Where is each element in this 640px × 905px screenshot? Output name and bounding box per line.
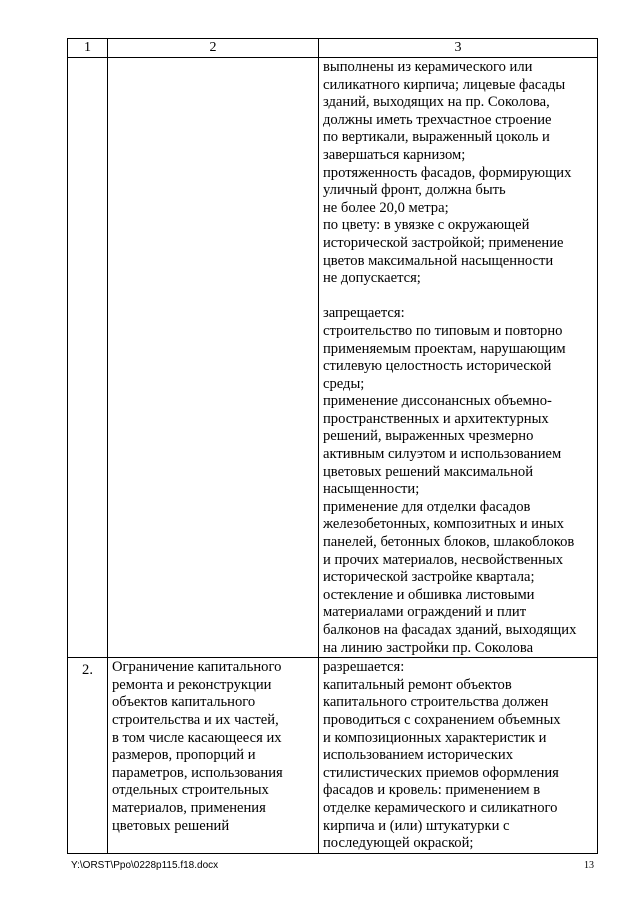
row2-content-cell	[319, 658, 598, 854]
footer-file-path: Y:\ORST\Ppo\0228p115.f18.docx	[71, 860, 219, 871]
row2-number-cell	[68, 658, 108, 854]
table-row	[68, 58, 598, 658]
header-col-2: 2	[108, 39, 319, 58]
regulations-table	[67, 38, 598, 854]
header-col-1: 1	[68, 39, 108, 58]
page-number: 13	[584, 860, 594, 871]
table-row	[68, 658, 598, 854]
row2-title-text: Ограничение капитального ремонта и реконструкции объектов капитального строительства и их частей, в том числе касающееся их размеров, пропорций и параметров, использования отдельных строительных материалов, применения цветовых решений	[112, 659, 283, 834]
row1-content-cell	[319, 58, 598, 658]
row1-content-text: выполнены из керамического или силикатного кирпича; лицевые фасады зданий, выходящих на пр. Соколова, должны иметь трехчастное строение по вертикали, выраженный цоколь и завершаться карнизом; протяженность фасадов, формирующих уличный фронт, должна быть не более 20,0 метра; по цвету: в увязке с окружающей исторической застройкой; применение цветов максимальной насыщенности не допускается; запрещается: строительство по типовым и повторно применяемым проектам, нарушающим стилевую целостность исторической среды; применение диссонансных объемно- пространственных и архитектурных решений, выраженных чрезмерно активным силуэтом и использованием цветовых решений максимальной насыщенности; применение для отделки фасадов железобетонных, композитных и иных панелей, бетонных блоков, шлакоблоков и прочих материалов, несвойственных исторической застройке квартала; остекление и обшивка листовыми материалами ограждений и плит балконов на фасадах зданий, выходящих на линию застройки пр. Соколова	[323, 59, 577, 656]
row2-content-text: разрешается: капитальный ремонт объектов капитального строительства должен проводиться с сохранением объемных и композиционных характеристик и использованием исторических стилистических приемов оформления фасадов и кровель: применением в отделке керамического и силикатного кирпича и (или) штукатурки с последующей окраской;	[323, 659, 561, 852]
row2-number: 2.	[82, 662, 93, 679]
row1-title-cell	[108, 58, 319, 658]
table-header-row	[68, 39, 598, 58]
row2-title-cell	[108, 658, 319, 854]
header-col-3: 3	[319, 39, 598, 58]
row1-number-cell	[68, 58, 108, 658]
